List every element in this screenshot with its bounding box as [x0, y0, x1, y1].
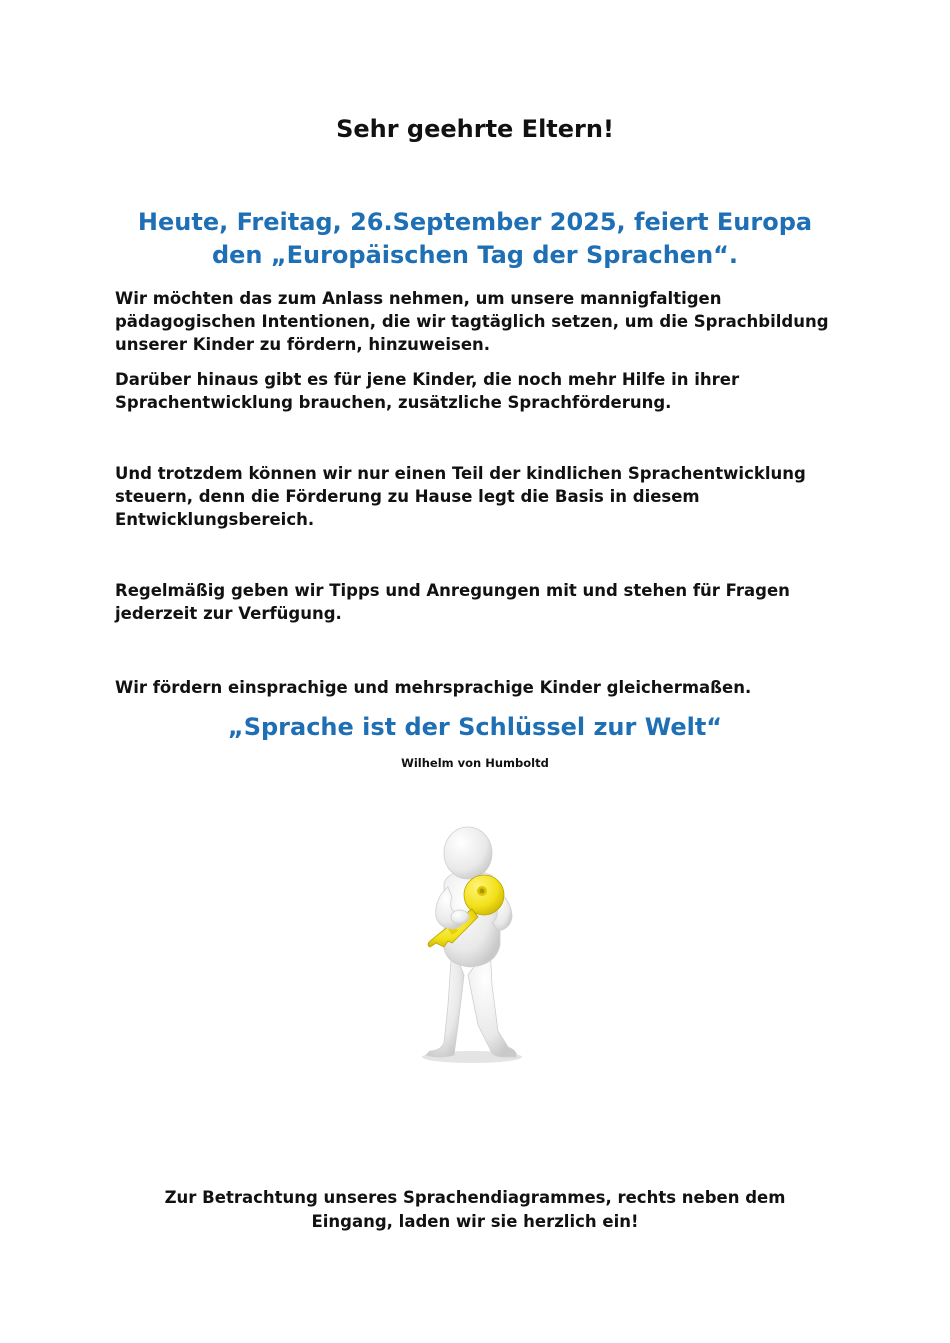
paragraph-home: Und trotzdem können wir nur einen Teil der kindlichen Sprachentwicklung steuern, denn die Förderung zu Hause legt die Basis in diesem Entwicklungsbereich. — [115, 464, 806, 529]
quote-author: Wilhelm von Humboltd — [401, 756, 549, 770]
paragraph-support: Darüber hinaus gibt es für jene Kinder, die noch mehr Hilfe in ihrer Sprachentwicklung brauchen, zusätzliche Sprachförderung. — [115, 370, 740, 412]
greeting-heading: Sehr geehrte Eltern! — [336, 115, 614, 143]
headline — [60, 206, 890, 272]
closing-invitation — [120, 1186, 830, 1234]
headline-line-2: den „Europäischen Tag der Sprachen“. — [211, 241, 739, 269]
closing-line-1: Zur Betrachtung unseres Sprachendiagrammes, rechts neben dem — [164, 1188, 786, 1207]
paragraph-intentions: Wir möchten das zum Anlass nehmen, um unsere mannigfaltigen pädagogischen Intentionen, die wir tagtäglich setzen, um die Sprachbildung unserer Kinder zu fördern, hinzuweisen. — [115, 289, 829, 354]
paragraph-multilingual: Wir fördern einsprachige und mehrsprachige Kinder gleichermaßen. — [115, 678, 752, 697]
quote-text: „Sprache ist der Schlüssel zur Welt“ — [227, 713, 723, 741]
closing-line-2: Eingang, laden wir sie herzlich ein! — [311, 1212, 639, 1231]
paragraph-tips: Regelmäßig geben wir Tipps und Anregungen mit und stehen für Fragen jederzeit zur Verfügung. — [115, 581, 790, 623]
figure-with-key-illustration — [400, 825, 540, 1065]
headline-line-1: Heute, Freitag, 26.September 2025, feiert Europa — [137, 208, 813, 236]
figure-with-key-icon — [400, 825, 540, 1065]
